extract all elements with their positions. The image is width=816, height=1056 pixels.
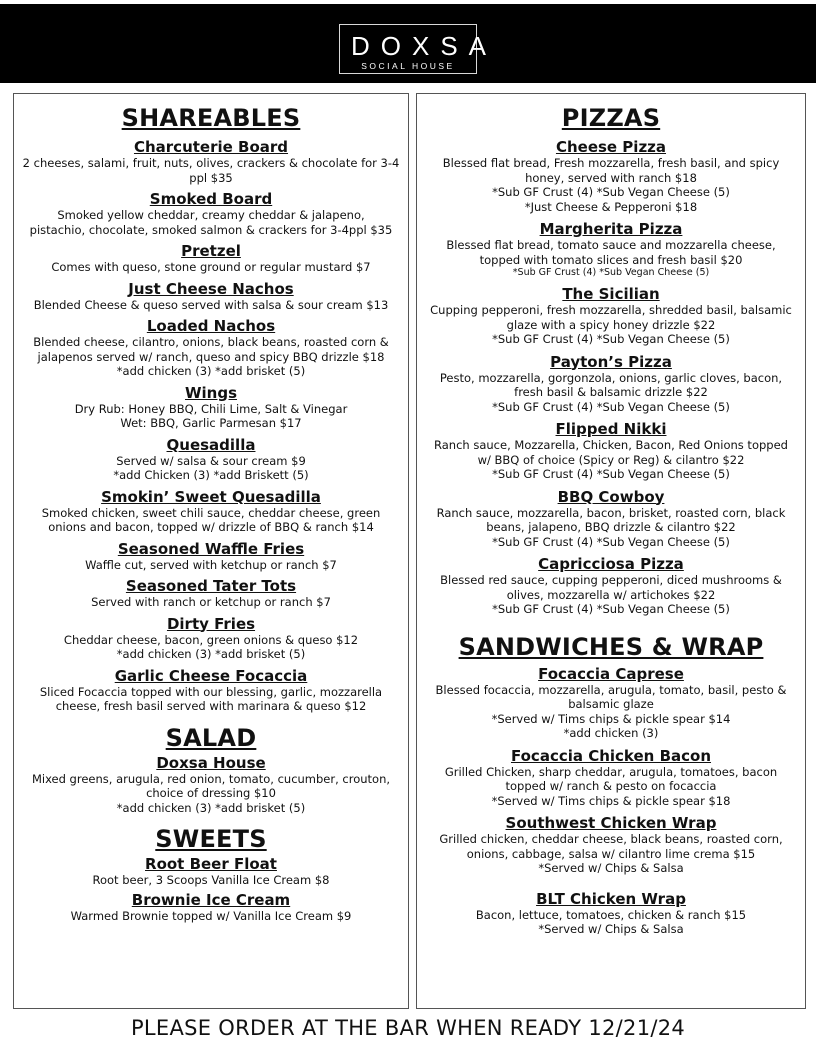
item-description-line: beans, jalapeno, BBQ drizzle & cilantro $22 bbox=[486, 520, 736, 534]
item-description-line: jalapenos served w/ ranch, queso and spicy BBQ drizzle $18 bbox=[37, 349, 385, 364]
item-description-line: Sliced Focaccia topped with our blessing, garlic, mozzarella bbox=[39, 684, 383, 699]
header-bar bbox=[0, 4, 816, 83]
item-name: Root Beer Float bbox=[145, 855, 277, 873]
item-description-line: Ranch sauce, mozzarella, bacon, brisket, roasted corn, black bbox=[436, 505, 786, 520]
brand-tagline: SOCIAL HOUSE bbox=[352, 61, 464, 71]
item-name: Southwest Chicken Wrap bbox=[505, 814, 717, 832]
item-option-line: *Sub GF Crust (4) *Sub Vegan Cheese (5) bbox=[512, 267, 710, 278]
item-description-line: *Sub GF Crust (4) *Sub Vegan Cheese (5) bbox=[492, 534, 730, 549]
section-shareables bbox=[14, 94, 408, 714]
item-description-line: Comes with queso, stone ground or regular mustard $7 bbox=[51, 260, 371, 274]
item-description-line: choice of dressing $10 bbox=[146, 786, 276, 800]
item-name: Dirty Fries bbox=[166, 614, 256, 633]
menu-item-root-beer-float bbox=[14, 855, 408, 888]
item-description-line: *Served w/ Tims chips & pickle spear $18 bbox=[491, 793, 731, 808]
menu-item-loaded-nachos bbox=[14, 317, 408, 379]
menu-item-the-sicilian bbox=[417, 285, 805, 347]
item-name: Smoked Board bbox=[149, 190, 273, 208]
item-name: Payton’s Pizza bbox=[550, 352, 672, 371]
item-name: Cheese Pizza bbox=[555, 138, 667, 156]
item-name: BLT Chicken Wrap bbox=[536, 889, 686, 908]
item-description-line: Cheddar cheese, bacon, green onions & queso $12 bbox=[63, 632, 359, 647]
item-description-line: glaze with a spicy honey drizzle $22 bbox=[506, 317, 716, 332]
item-description-line: *Sub GF Crust (4) *Sub Vegan Cheese (5) bbox=[492, 185, 730, 199]
item-description-line: 2 cheeses, salami, fruit, nuts, olives, crackers & chocolate for 3-4 bbox=[22, 156, 400, 170]
item-name: Focaccia Caprese bbox=[538, 664, 684, 683]
item-description-line: honey, served with ranch $18 bbox=[525, 170, 697, 185]
item-name: Capricciosa Pizza bbox=[538, 555, 684, 573]
menu-item-bbq-cowboy bbox=[417, 488, 805, 550]
right-content bbox=[417, 94, 805, 937]
item-name: The Sicilian bbox=[562, 285, 660, 303]
item-name: Just Cheese Nachos bbox=[128, 279, 294, 298]
menu-item-just-cheese-nachos bbox=[14, 280, 408, 313]
menu-item-charcuterie-board bbox=[14, 138, 408, 185]
menu-item-pretzel bbox=[14, 242, 408, 275]
left-content bbox=[14, 94, 408, 923]
item-description-line: *add chicken (3) *add brisket (5) bbox=[116, 364, 306, 378]
left-column bbox=[13, 93, 409, 1009]
section-title: PIZZAS bbox=[561, 104, 661, 132]
item-description-line: *Just Cheese & Pepperoni $18 bbox=[524, 199, 698, 214]
item-description-line: *Served w/ Chips & Salsa bbox=[538, 922, 684, 936]
item-description-line: Served w/ salsa & sour cream $9 bbox=[116, 453, 306, 468]
item-name: Focaccia Chicken Bacon bbox=[510, 746, 712, 765]
section-sandwiches bbox=[417, 617, 805, 937]
item-description-line: onions and bacon, topped w/ drizzle of BBQ & ranch $14 bbox=[48, 520, 374, 534]
item-description-line: Blessed flat bread, Fresh mozzarella, fresh basil, and spicy bbox=[442, 156, 780, 170]
item-name: Margherita Pizza bbox=[539, 220, 683, 238]
item-description-line: w/ BBQ of choice (Spicy or Reg) & cilantro $22 bbox=[477, 452, 745, 467]
item-description-line: Blended Cheese & queso served with salsa & sour cream $13 bbox=[33, 297, 389, 312]
item-description-line: *Sub GF Crust (4) *Sub Vegan Cheese (5) bbox=[492, 602, 730, 616]
menu-item-quesadilla bbox=[14, 436, 408, 483]
item-description-line: *Sub GF Crust (4) *Sub Vegan Cheese (5) bbox=[492, 399, 730, 414]
item-description-line: *add chicken (3) *add brisket (5) bbox=[116, 647, 306, 661]
menu-item-payton-s-pizza bbox=[417, 353, 805, 415]
footer-notice: PLEASE ORDER AT THE BAR WHEN READY 12/21/24 bbox=[130, 1016, 686, 1040]
item-description-line: Grilled Chicken, sharp cheddar, arugula, tomatoes, bacon bbox=[444, 764, 778, 779]
section-pizzas bbox=[417, 94, 805, 617]
item-description-line: Dry Rub: Honey BBQ, Chili Lime, Salt & Vinegar bbox=[74, 401, 348, 416]
menu-item-doxsa-house bbox=[14, 754, 408, 816]
menu-item-capricciosa-pizza bbox=[417, 555, 805, 617]
item-description-line: Root beer, 3 Scoops Vanilla Ice Cream $8 bbox=[92, 873, 330, 887]
item-description-line: pistachio, chocolate, smoked salmon & crackers for 3-4ppl $35 bbox=[29, 222, 393, 237]
item-description-line: Served with ranch or ketchup or ranch $7 bbox=[91, 595, 331, 609]
section-title: SALAD bbox=[165, 723, 257, 752]
item-description-line: *Sub GF Crust (4) *Sub Vegan Cheese (5) bbox=[492, 467, 730, 481]
item-description-line: Blessed flat bread, tomato sauce and mozzarella cheese, bbox=[446, 238, 776, 252]
item-name: Doxsa House bbox=[156, 753, 266, 772]
menu-item-blt-chicken-wrap bbox=[417, 890, 805, 937]
menu-item-seasoned-waffle-fries bbox=[14, 540, 408, 573]
item-name: Seasoned Tater Tots bbox=[125, 577, 297, 595]
menu-item-seasoned-tater-tots bbox=[14, 577, 408, 610]
menu-item-wings bbox=[14, 384, 408, 431]
item-description-line: balsamic glaze bbox=[568, 697, 654, 711]
item-description-line: *add chicken (3) *add brisket (5) bbox=[116, 800, 306, 815]
item-description-line: topped with tomato slices and fresh basil $20 bbox=[479, 252, 743, 267]
item-name: Brownie Ice Cream bbox=[131, 890, 291, 909]
menu-item-focaccia-caprese bbox=[417, 665, 805, 741]
item-description-line: Waffle cut, served with ketchup or ranch $7 bbox=[85, 557, 337, 572]
item-name: Charcuterie Board bbox=[133, 138, 289, 156]
menu-item-garlic-cheese-focaccia bbox=[14, 667, 408, 714]
item-description-line: Grilled chicken, cheddar cheese, black beans, roasted corn, bbox=[439, 832, 783, 846]
item-description-line: fresh basil & balsamic drizzle $22 bbox=[514, 385, 708, 399]
menu-item-focaccia-chicken-bacon bbox=[417, 747, 805, 809]
item-description-line: topped w/ ranch & pesto on focaccia bbox=[505, 779, 717, 793]
item-name: Seasoned Waffle Fries bbox=[117, 539, 305, 558]
item-description-line: *Sub GF Crust (4) *Sub Vegan Cheese (5) bbox=[492, 332, 730, 346]
item-description-line: ppl $35 bbox=[189, 170, 233, 185]
item-description-line: Blended cheese, cilantro, onions, black beans, roasted corn & bbox=[33, 335, 389, 349]
item-description-line: Mixed greens, arugula, red onion, tomato, cucumber, crouton, bbox=[31, 771, 391, 786]
item-description-line: Cupping pepperoni, fresh mozzarella, shredded basil, balsamic bbox=[430, 303, 792, 317]
item-name: Smokin’ Sweet Quesadilla bbox=[101, 487, 321, 506]
right-column bbox=[416, 93, 806, 1009]
section-salad bbox=[14, 714, 408, 816]
item-description-line: Warmed Brownie topped w/ Vanilla Ice Cream $9 bbox=[70, 908, 352, 923]
item-name: Pretzel bbox=[181, 242, 241, 260]
menu-item-smoked-board bbox=[14, 190, 408, 237]
item-description-line: Blessed red sauce, cupping pepperoni, diced mushrooms & bbox=[440, 573, 782, 587]
item-description-line: Smoked yellow cheddar, creamy cheddar & jalapeno, bbox=[57, 208, 365, 222]
section-sweets bbox=[14, 815, 408, 923]
menu-item-southwest-chicken-wrap bbox=[417, 814, 805, 876]
item-description-line: onions, cabbage, salsa w/ cilantro lime crema $15 bbox=[466, 846, 756, 861]
item-description-line: cheese, fresh basil served with marinara & queso $12 bbox=[55, 699, 367, 713]
menu-item-dirty-fries bbox=[14, 615, 408, 662]
logo bbox=[339, 24, 498, 74]
item-name: Flipped Nikki bbox=[555, 420, 667, 438]
item-description-line: olives, mozzarella w/ artichokes $22 bbox=[506, 587, 716, 602]
brand-name: DOXSA bbox=[351, 31, 498, 61]
item-description-line: Bacon, lettuce, tomatoes, chicken & ranch $15 bbox=[475, 907, 747, 922]
section-title: SWEETS bbox=[155, 825, 267, 853]
item-description-line: Ranch sauce, Mozzarella, Chicken, Bacon, Red Onions topped bbox=[434, 438, 788, 452]
item-description-line: *Served w/ Tims chips & pickle spear $14 bbox=[491, 711, 731, 726]
item-description-line: *add chicken (3) bbox=[563, 726, 659, 740]
menu-item-smokin-sweet-quesadilla bbox=[14, 488, 408, 535]
item-description-line: Wet: BBQ, Garlic Parmesan $17 bbox=[120, 416, 302, 430]
menu-item-flipped-nikki bbox=[417, 420, 805, 482]
item-description-line: Blessed focaccia, mozzarella, arugula, tomato, basil, pesto & bbox=[435, 682, 787, 697]
item-name: BBQ Cowboy bbox=[557, 487, 665, 506]
item-description-line: *Served w/ Chips & Salsa bbox=[538, 861, 684, 875]
item-name: Garlic Cheese Focaccia bbox=[114, 666, 308, 685]
section-title: SANDWICHES & WRAP bbox=[458, 632, 764, 661]
menu-item-cheese-pizza bbox=[417, 138, 805, 214]
item-name: Quesadilla bbox=[166, 435, 256, 454]
section-title: SHAREABLES bbox=[121, 104, 301, 132]
item-name: Wings bbox=[184, 383, 238, 402]
item-description-line: *add Chicken (3) *add Briskett (5) bbox=[113, 468, 309, 482]
item-description-line: Pesto, mozzarella, gorgonzola, onions, garlic cloves, bacon, bbox=[439, 370, 783, 385]
menu-item-margherita-pizza bbox=[417, 220, 805, 279]
menu-item-brownie-ice-cream bbox=[14, 891, 408, 924]
item-description-line: Smoked chicken, sweet chili sauce, cheddar cheese, green bbox=[41, 505, 381, 520]
item-name: Loaded Nachos bbox=[146, 317, 276, 335]
